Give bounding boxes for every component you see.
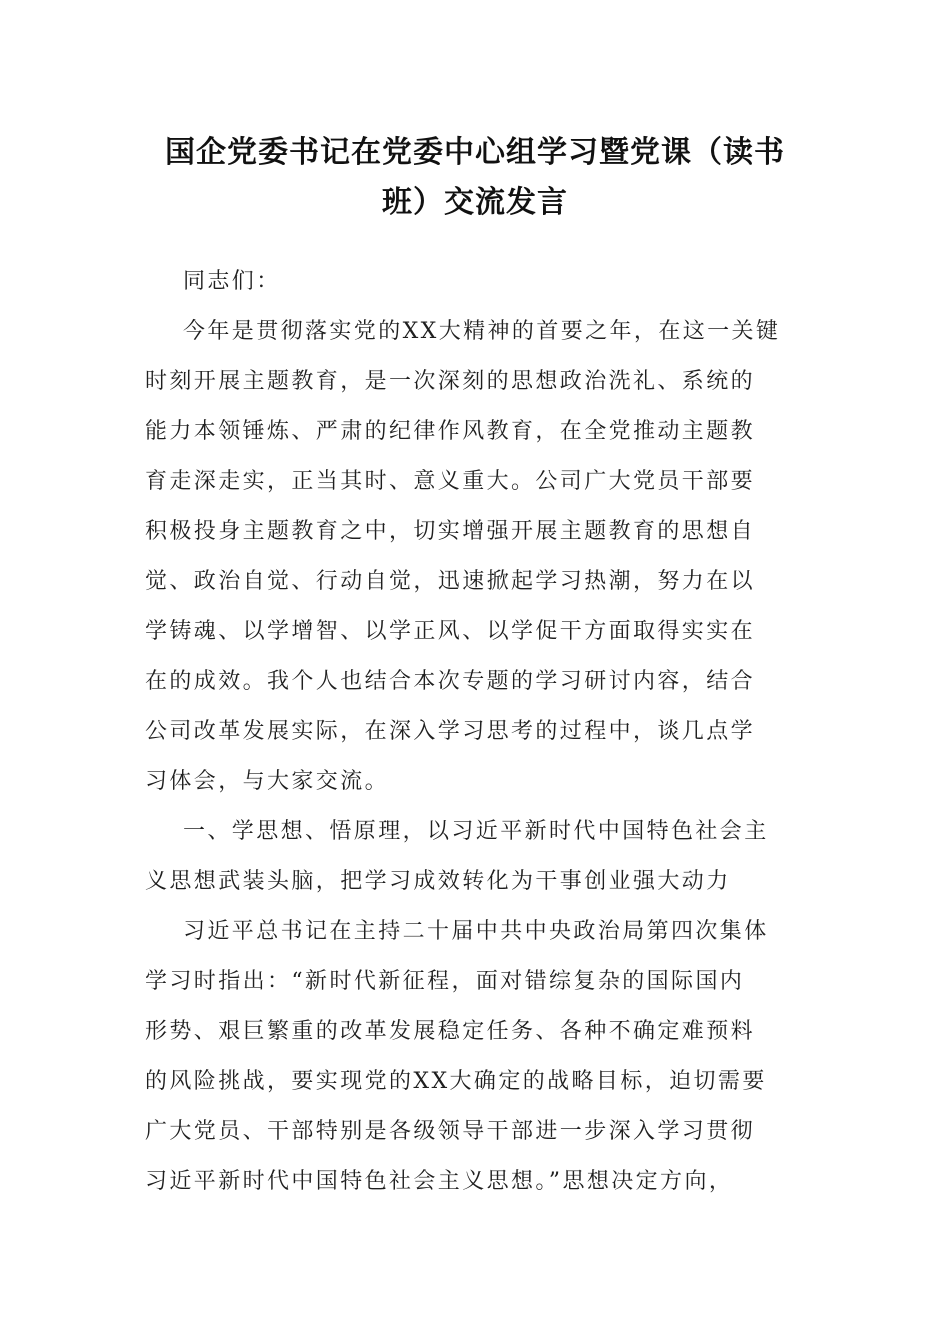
paragraph-line: 习体会，与大家交流。 — [145, 769, 390, 794]
paragraph-line: 的风险挑战，要实现党的XX大确定的战略目标，迫切需要 — [145, 1069, 767, 1094]
document-title-line-2: 班）交流发言 — [382, 185, 568, 220]
paragraph-line: 今年是贯彻落实党的XX大精神的首要之年，在这一关键 — [183, 319, 781, 344]
paragraph-line: 公司改革发展实际，在深入学习思考的过程中，谈几点学 — [145, 719, 756, 744]
paragraph-line: 育走深走实，正当其时、意义重大。公司广大党员干部要 — [145, 469, 756, 494]
document-body — [145, 257, 810, 1207]
paragraph-line: 形势、艰巨繁重的改革发展稳定任务、各种不确定难预料 — [145, 1019, 756, 1044]
paragraph-line: 广大党员、干部特别是各级领导干部进一步深入学习贯彻 — [145, 1119, 756, 1144]
document-title-line-1: 国企党委书记在党委中心组学习暨党课（读书 — [165, 135, 785, 170]
paragraph-line: 能力本领锤炼、严肃的纪律作风教育，在全党推动主题教 — [145, 419, 756, 444]
paragraph-line: 觉、政治自觉、行动自觉，迅速掀起学习热潮，努力在以 — [145, 569, 756, 594]
paragraph-line: 在的成效。我个人也结合本次专题的学习研讨内容，结合 — [145, 669, 756, 694]
paragraph-line: 学习时指出：“新时代新征程，面对错综复杂的国际国内 — [145, 969, 745, 994]
paragraph-line: 习近平新时代中国特色社会主义思想。”思想决定方向， — [145, 1169, 734, 1194]
paragraph-line: 一、学思想、悟原理，以习近平新时代中国特色社会主 — [183, 819, 769, 844]
paragraph-line: 积极投身主题教育之中，切实增强开展主题教育的思想自 — [145, 519, 756, 544]
document-title — [140, 128, 810, 228]
paragraph-line: 学铸魂、以学增智、以学正风、以学促干方面取得实实在 — [145, 619, 756, 644]
paragraph-line: 时刻开展主题教育，是一次深刻的思想政治洗礼、系统的 — [145, 369, 756, 394]
paragraph-line: 同志们： — [183, 269, 281, 294]
paragraph-line: 习近平总书记在主持二十届中共中央政治局第四次集体 — [183, 919, 769, 944]
paragraph-line: 义思想武装头脑，把学习成效转化为干事创业强大动力 — [145, 869, 731, 894]
